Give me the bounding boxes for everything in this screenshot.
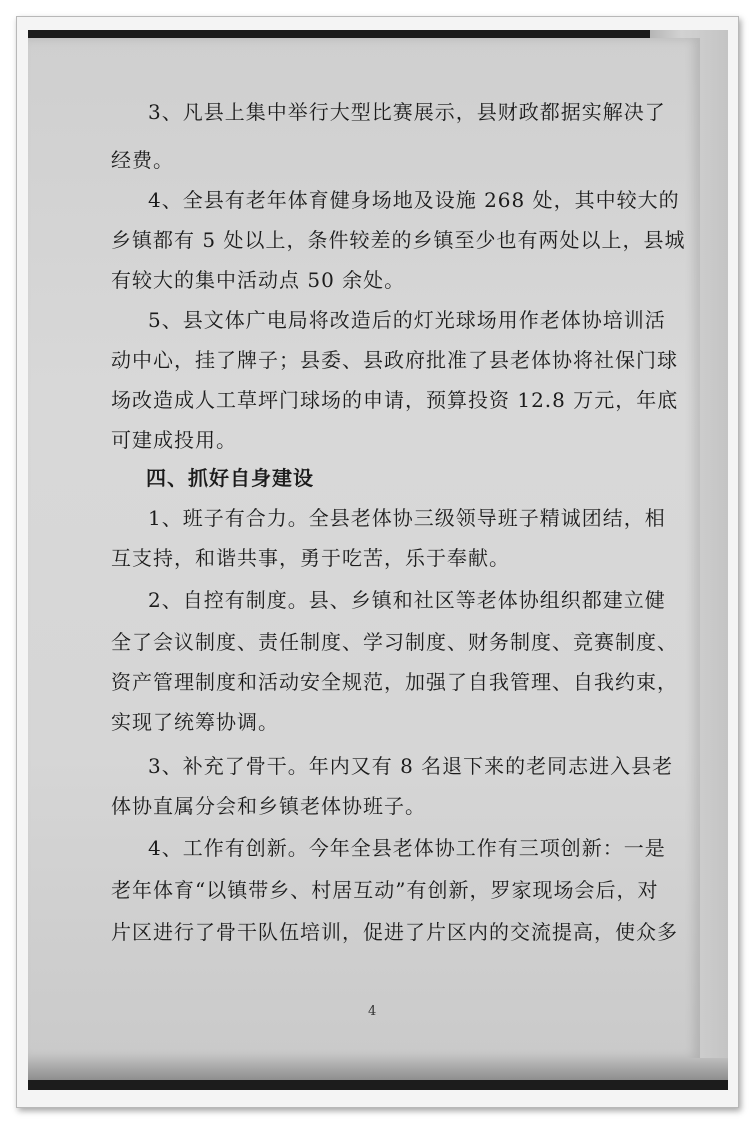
text-line: 动中心，挂了牌子；县委、县政府批准了县老体协将社保门球: [111, 348, 678, 372]
page-stack-edge: [28, 1058, 728, 1080]
text-line: 3、补充了骨干。年内又有 8 名退下来的老同志进入县老: [148, 754, 674, 778]
text-line: 体协直属分会和乡镇老体协班子。: [111, 794, 426, 818]
text-line: 老年体育“以镇带乡、村居互动”有创新，罗家现场会后，对: [111, 878, 659, 902]
text-line: 场改造成人工草坪门球场的申请，预算投资 12.8 万元，年底: [111, 388, 679, 412]
document-page: [28, 38, 700, 1058]
text-line: 资产管理制度和活动安全规范，加强了自我管理、自我约束，: [111, 670, 678, 694]
text-line: 1、班子有合力。全县老体协三级领导班子精诚团结，相: [148, 506, 666, 530]
page-number: 4: [368, 1004, 377, 1019]
text-line: 5、县文体广电局将改造后的灯光球场用作老体协培训活: [148, 308, 666, 332]
text-line: 实现了统筹协调。: [111, 710, 279, 734]
text-line: 乡镇都有 5 处以上，条件较差的乡镇至少也有两处以上，县城: [111, 228, 686, 252]
text-line: 全了会议制度、责任制度、学习制度、财务制度、竞赛制度、: [111, 630, 678, 654]
text-line: 2、自控有制度。县、乡镇和社区等老体协组织都建立健: [148, 588, 666, 612]
section-heading: 四、抓好自身建设: [146, 466, 314, 490]
text-line: 片区进行了骨干队伍培训，促进了片区内的交流提高，使众多: [111, 920, 678, 944]
text-line: 可建成投用。: [111, 428, 237, 452]
text-line: 4、全县有老年体育健身场地及设施 268 处，其中较大的: [148, 188, 680, 212]
text-line: 互支持，和谐共事，勇于吃苦，乐于奉献。: [111, 546, 510, 570]
text-line: 经费。: [111, 148, 174, 172]
text-line: 4、工作有创新。今年全县老体协工作有三项创新：一是: [148, 836, 666, 860]
text-line: 3、凡县上集中举行大型比赛展示，县财政都据实解决了: [148, 100, 666, 124]
text-line: 有较大的集中活动点 50 余处。: [111, 268, 406, 292]
